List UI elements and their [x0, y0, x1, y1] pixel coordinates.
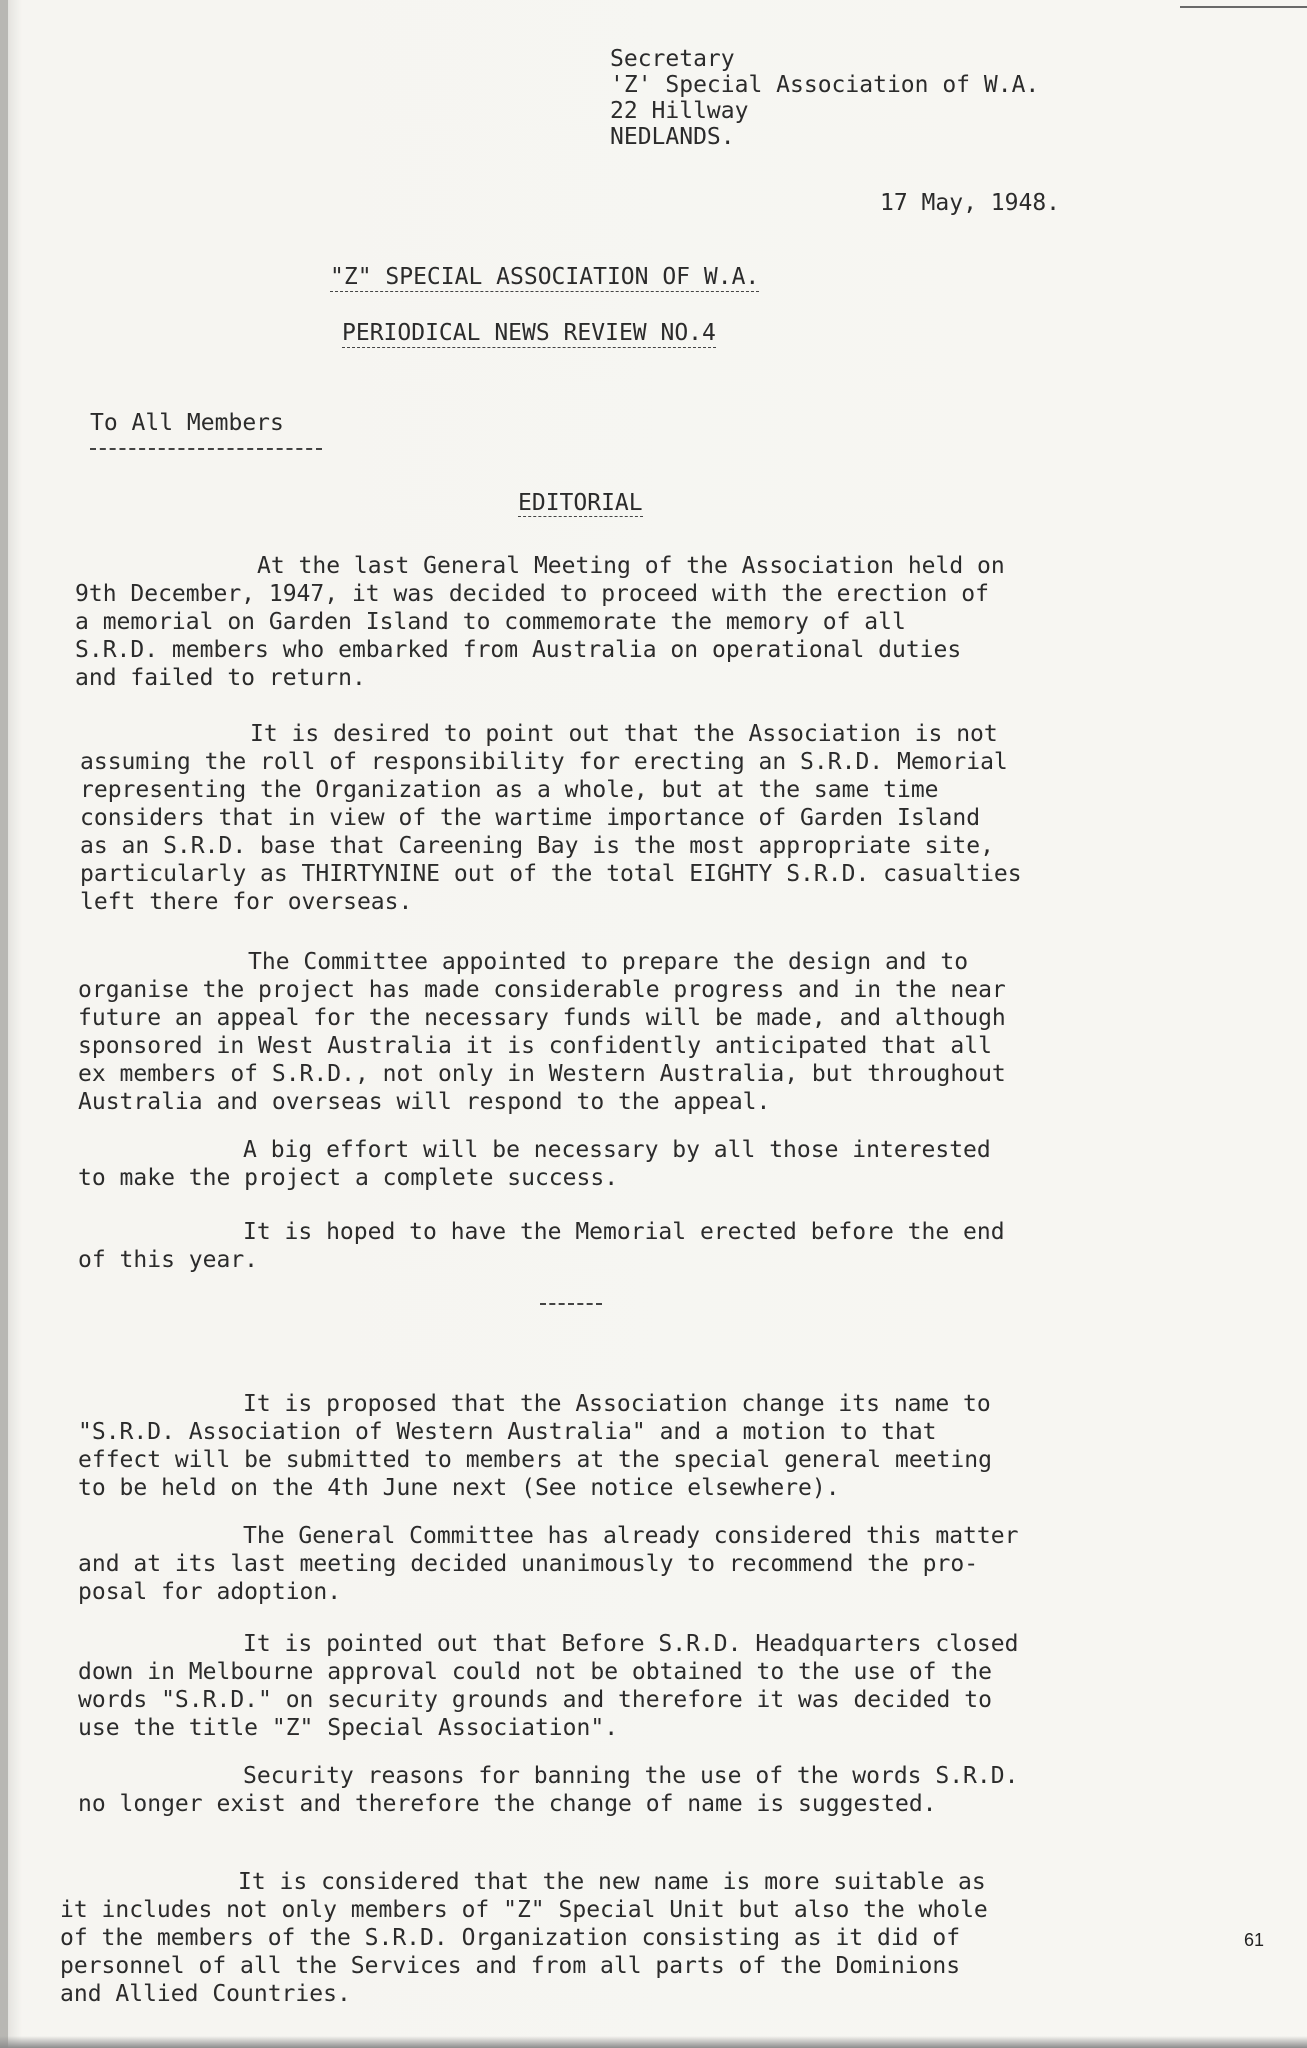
address-line-1: Secretary — [610, 46, 735, 72]
para-line: of this year. — [78, 1247, 259, 1273]
para-line: left there for overseas. — [80, 889, 413, 915]
para-line: to make the project a complete success. — [78, 1165, 619, 1191]
para-line: use the title "Z" Special Association". — [78, 1715, 619, 1741]
paragraph-4 — [78, 1136, 991, 1192]
para-line: ex members of S.R.D., not only in Western Australia, but throughout — [78, 1061, 1006, 1087]
para-line: considers that in view of the wartime importance of Garden Island — [80, 805, 981, 831]
letter-date: 17 May, 1948. — [880, 190, 1061, 216]
para-line: a memorial on Garden Island to commemorate the memory of all — [75, 609, 906, 635]
para-line: The Committee appointed to prepare the design and to — [248, 949, 969, 975]
address-line-2: 'Z' Special Association of W.A. — [610, 72, 1040, 98]
salutation: To All Members — [90, 410, 284, 436]
paragraph-1 — [75, 552, 1005, 692]
para-line: down in Melbourne approval could not be obtained to the use of the — [78, 1659, 992, 1685]
para-line: assuming the roll of responsibility for erecting an S.R.D. Memorial — [80, 749, 1008, 775]
para-line: S.R.D. members who embarked from Australia on operational duties — [75, 637, 962, 663]
para-line: and at its last meeting decided unanimously to recommend the pro- — [78, 1551, 979, 1577]
para-line: sponsored in West Australia it is confidently anticipated that all — [78, 1033, 992, 1059]
section-separator — [540, 1303, 602, 1305]
para-line: At the last General Meeting of the Association held on — [257, 553, 1005, 579]
para-line: words "S.R.D." on security grounds and therefore it was decided to — [78, 1687, 992, 1713]
scan-left-edge — [0, 0, 8, 2048]
salutation-underline — [90, 448, 322, 450]
paragraph-5 — [78, 1218, 1005, 1274]
paragraph-3 — [78, 948, 1006, 1116]
paragraph-6 — [78, 1390, 992, 1502]
scan-bottom-edge — [0, 2036, 1307, 2048]
para-line: It is proposed that the Association change its name to — [243, 1391, 991, 1417]
para-line: Security reasons for banning the use of the words S.R.D. — [243, 1763, 1019, 1789]
association-title: "Z" SPECIAL ASSOCIATION OF W.A. — [330, 264, 760, 290]
para-line: 9th December, 1947, it was decided to proceed with the erection of — [75, 581, 989, 607]
para-line: particularly as THIRTYNINE out of the total EIGHTY S.R.D. casualties — [80, 861, 1022, 887]
para-line: and failed to return. — [75, 665, 366, 691]
page-number: 61 — [1244, 1930, 1265, 1950]
para-line: It is pointed out that Before S.R.D. Headquarters closed — [243, 1631, 1019, 1657]
para-line: The General Committee has already considered this matter — [243, 1523, 1019, 1549]
para-line: posal for adoption. — [78, 1579, 342, 1605]
sender-address — [610, 46, 1039, 150]
para-line: organise the project has made considerable progress and in the near — [78, 977, 1006, 1003]
section-heading: EDITORIAL — [518, 490, 643, 516]
para-line: no longer exist and therefore the change of name is suggested. — [78, 1791, 937, 1817]
para-line: representing the Organization as a whole, but at the same time — [80, 777, 939, 803]
para-line: personnel of all the Services and from all parts of the Dominions — [60, 1953, 961, 1979]
para-line: and Allied Countries. — [60, 1981, 351, 2007]
paragraph-10 — [60, 1868, 988, 2008]
scan-top-edge-line — [1180, 6, 1307, 8]
para-line: as an S.R.D. base that Careening Bay is the most appropriate site, — [80, 833, 994, 859]
para-line: Australia and overseas will respond to the appeal. — [78, 1089, 771, 1115]
para-line: it includes not only members of "Z" Special Unit but also the whole — [60, 1897, 988, 1923]
para-line: "S.R.D. Association of Western Australia" and a motion to that — [78, 1419, 937, 1445]
paragraph-8 — [78, 1630, 1018, 1742]
para-line: to be held on the 4th June next (See notice elsewhere). — [78, 1475, 840, 1501]
para-line: A big effort will be necessary by all those interested — [243, 1137, 991, 1163]
paragraph-7 — [78, 1522, 1018, 1606]
para-line: It is hoped to have the Memorial erected before the end — [243, 1219, 1005, 1245]
address-line-3: 22 Hillway — [610, 98, 749, 124]
para-line: of the members of the S.R.D. Organization consisting as it did of — [60, 1925, 961, 1951]
address-line-4: NEDLANDS. — [610, 124, 735, 150]
para-line: effect will be submitted to members at the special general meeting — [78, 1447, 992, 1473]
paragraph-2 — [80, 720, 1022, 916]
para-line: It is considered that the new name is more suitable as — [238, 1869, 986, 1895]
review-title: PERIODICAL NEWS REVIEW NO.4 — [342, 320, 716, 346]
paragraph-9 — [78, 1762, 1018, 1818]
para-line: future an appeal for the necessary funds will be made, and although — [78, 1005, 1006, 1031]
para-line: It is desired to point out that the Association is not — [250, 721, 998, 747]
